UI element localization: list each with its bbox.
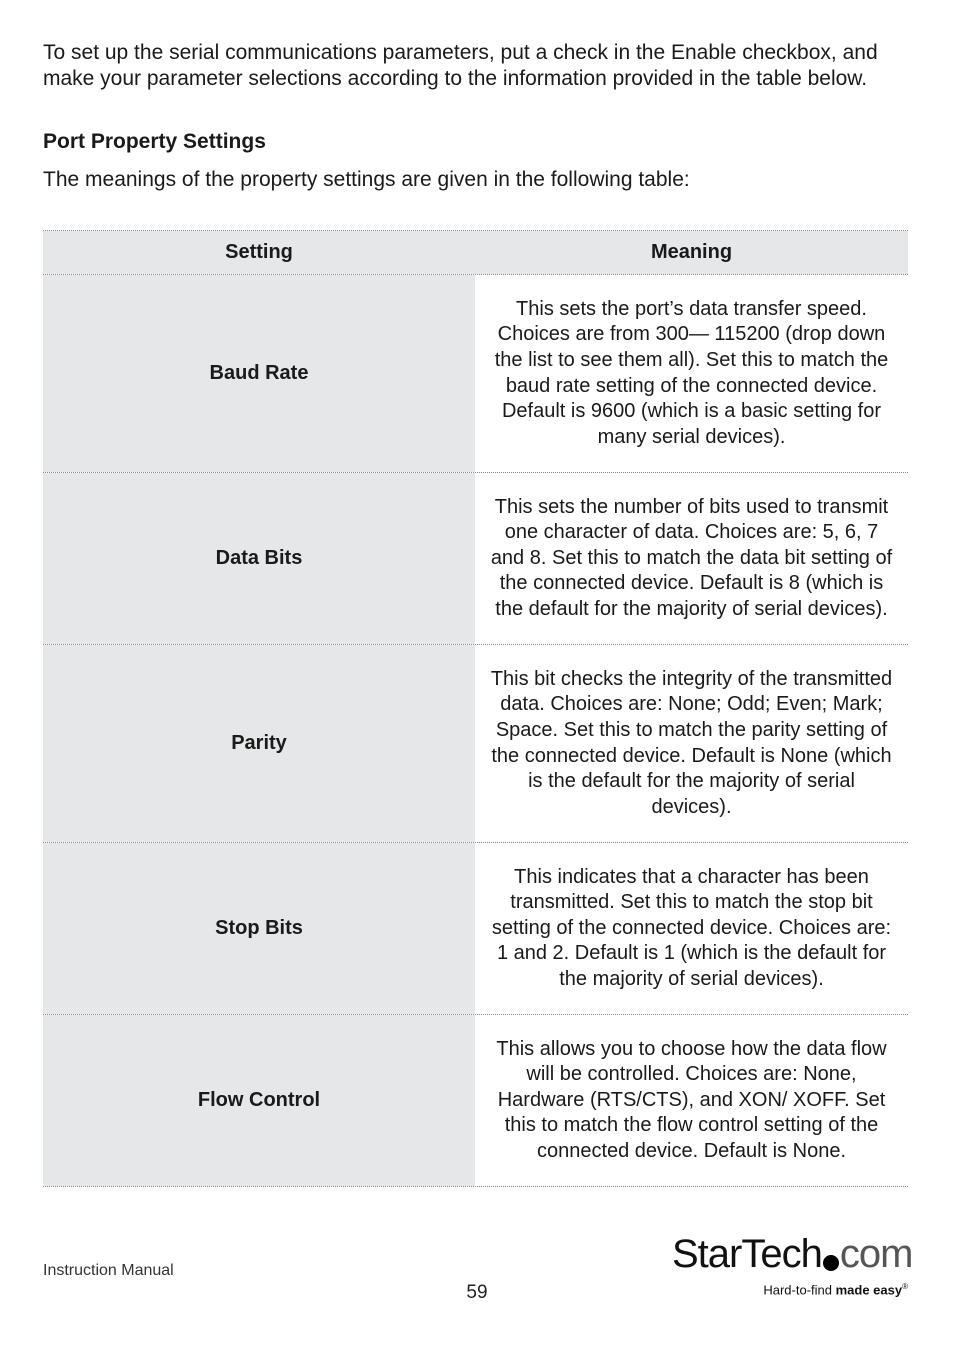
- meaning-cell: [475, 275, 908, 472]
- table-row: [43, 473, 908, 645]
- setting-cell: Flow Control: [43, 1015, 475, 1186]
- footer-label: Instruction Manual: [43, 1262, 174, 1279]
- meaning-cell: [475, 473, 908, 644]
- intro-paragraph: To set up the serial communications parameters, put a check in the Enable checkbox, and make your parameter selections according to the information provided in the table below.: [43, 41, 878, 90]
- table-row: [43, 1015, 908, 1187]
- tagline-mark: ®: [902, 1282, 908, 1291]
- meaning-cell: [475, 1015, 908, 1186]
- meaning-text: This sets the number of bits used to transmit one character of data. Choices are: 5, 6, 7 and 8. Set this to match the data bit setting of the connected device. Default is 8 (which is the default for the majority of serial devices).: [490, 495, 893, 620]
- setting-cell: Parity: [43, 645, 475, 842]
- setting-cell: Baud Rate: [43, 275, 475, 472]
- header-setting: Setting: [43, 231, 475, 274]
- logo-wordmark: [672, 1232, 912, 1276]
- meaning-text: This bit checks the integrity of the transmitted data. Choices are: None; Odd; Even; Mark; Space. Set this to match the parity setting of the connected device. Default is None (which is the default for the majority of serial devices).: [490, 667, 893, 818]
- logo-brand-end: com: [839, 1232, 913, 1276]
- table-row: [43, 275, 908, 473]
- table-header-row: [43, 231, 908, 275]
- settings-table: [43, 230, 908, 1187]
- table-row: [43, 645, 908, 843]
- tagline-normal: Hard-to-find: [763, 1282, 836, 1298]
- meaning-cell: [475, 645, 908, 842]
- section-heading: Port Property Settings: [43, 130, 266, 153]
- startech-logo: [672, 1232, 912, 1297]
- table-row: [43, 843, 908, 1015]
- setting-cell: Data Bits: [43, 473, 475, 644]
- tagline-bold: made easy: [835, 1282, 903, 1298]
- meaning-cell: [475, 843, 908, 1014]
- logo-tagline: [672, 1282, 908, 1297]
- meaning-text: This allows you to choose how the data flow will be controlled. Choices are: None, Hardware (RTS/CTS), and XON/ XOFF. Set this to match the flow control setting of the connected device. Default is None.: [496, 1037, 887, 1162]
- meaning-text: This indicates that a character has been transmitted. Set this to match the stop bit setting of the connected device. Choices are: 1 and 2. Default is 1 (which is the default for the majority of serial devices).: [491, 865, 892, 990]
- logo-dot-icon: [823, 1255, 839, 1271]
- meaning-text: This sets the port’s data transfer speed. Choices are from 300— 115200 (drop down the list to see them all). Set this to match the baud rate setting of the connected device. Default is 9600 (which is a basic setting for many serial devices).: [494, 297, 889, 448]
- logo-brand-start: StarTech: [672, 1232, 822, 1276]
- page-number: 59: [466, 1282, 488, 1303]
- lead-paragraph: The meanings of the property settings are given in the following table:: [43, 168, 690, 191]
- header-meaning: Meaning: [475, 231, 908, 274]
- setting-cell: Stop Bits: [43, 843, 475, 1014]
